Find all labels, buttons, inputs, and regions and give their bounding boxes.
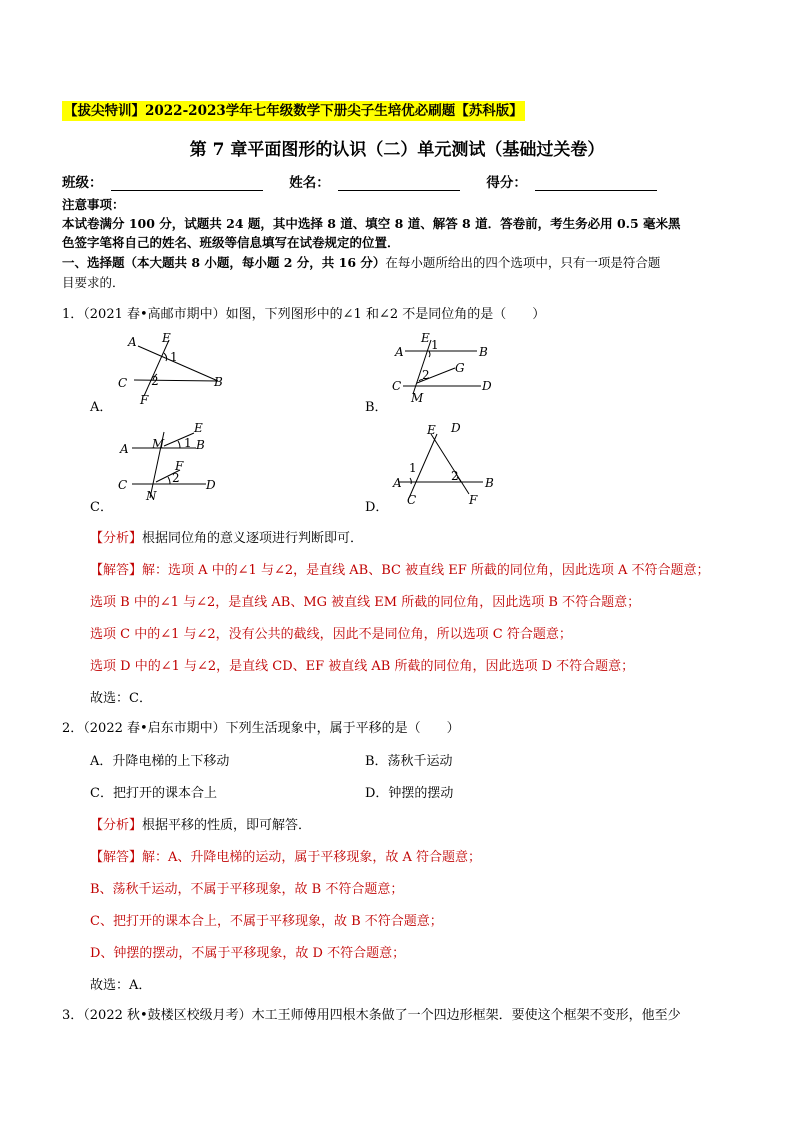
info-fields — [62, 171, 657, 191]
fig-a-label-1: 1 — [170, 350, 178, 364]
q2-answer-tag: 【解答】 — [90, 850, 143, 865]
q1-answer — [90, 559, 710, 578]
q2-answer-line-4: D、钟摆的摆动，不属于平移现象，故 D 不符合题意； — [90, 946, 406, 961]
q2-analysis-text: 根据平移的性质，即可解答． — [142, 818, 312, 833]
fig-c-label-a: A — [120, 442, 129, 456]
q2-answer-line-3: C、把打开的课本合上，不属于平移现象，故 B 不符合题意； — [90, 914, 443, 929]
fig-c-label-2: 2 — [172, 471, 180, 485]
q2-stem: 2．（2022 春•启东市期中）下列生活现象中，属于平移的是（ ） — [62, 721, 460, 736]
fig-c-label-d: D — [206, 478, 216, 492]
section-1-bold: 一、选择题（本大题共 8 小题，每小题 2 分，共 16 分） — [62, 255, 386, 270]
fig-a-label-a: A — [128, 335, 137, 349]
q1-answer-line-4: 选项 D 中的∠1 与∠2，是直线 CD、EF 被直线 AB 所截的同位角，因此选项 D 不符合题意； — [90, 659, 635, 674]
section-1-line-2: 目要求的． — [62, 275, 125, 290]
class-field[interactable] — [111, 176, 263, 191]
q1-stem: 1．（2021 春•高邮市期中）如图，下列图形中的∠1 和∠2 不是同位角的是（ ） — [62, 307, 546, 322]
q1-answer-text: 解：选项 A 中的∠1 与∠2，是直线 AB、BC 被直线 EF 所截的同位角，因此选项 A 不符合题意； — [142, 563, 710, 578]
q1-figure-d — [385, 418, 515, 508]
q2-answer-text: 解：A、升降电梯的运动，属于平移现象，故 A 符合题意； — [142, 850, 482, 865]
name-field[interactable] — [338, 176, 460, 191]
q1-figure-b — [385, 330, 515, 410]
page-title: 第 7 章平面图形的认识（二）单元测试（基础过关卷） — [189, 140, 605, 160]
q1-analysis-text: 根据同位角的意义逐项进行判断即可． — [142, 531, 364, 546]
fig-b-label-d: D — [482, 379, 492, 393]
score-field[interactable] — [535, 176, 657, 191]
fig-b-label-m: M — [411, 391, 424, 405]
class-label: 班级： — [62, 175, 103, 191]
fig-a-label-b: B — [214, 375, 223, 389]
fig-b-label-b: B — [479, 345, 488, 359]
fig-c-label-c: C — [118, 478, 128, 492]
q1-answer-tag: 【解答】 — [90, 563, 143, 578]
section-1-heading — [62, 253, 660, 271]
fig-d-label-1: 1 — [409, 461, 417, 475]
name-label: 姓名： — [289, 175, 330, 191]
q1-analysis-tag: 【分析】 — [90, 531, 143, 546]
fig-c-label-m: M — [152, 437, 165, 451]
section-1-rest: 在每小题所给出的四个选项中，只有一项是符合题 — [385, 255, 661, 270]
fig-c-label-n: N — [146, 489, 157, 503]
q1-option-a-label: A． — [90, 400, 113, 415]
fig-d-label-f: F — [469, 493, 478, 507]
series-banner: 【拔尖特训】2022-2023学年七年级数学下册尖子生培优必刷题【苏科版】 — [64, 103, 523, 119]
q3-stem: 3．（2022 秋•鼓楼区校级月考）木工王师傅用四根木条做了一个四边形框架．要使这个框架不变形，他至少 — [62, 1008, 681, 1023]
fig-b-label-1: 1 — [431, 338, 439, 352]
fig-b-label-a: A — [395, 345, 404, 359]
fig-b-label-2: 2 — [422, 368, 430, 382]
fig-d-label-b: B — [485, 476, 494, 490]
q1-option-b-label: B． — [365, 400, 388, 415]
fig-d-label-2: 2 — [451, 469, 459, 483]
notes-heading: 注意事项： — [62, 197, 125, 212]
q2-option-b[interactable]: B．荡秋千运动 — [365, 754, 453, 769]
fig-c-label-e: E — [194, 421, 203, 435]
q1-answer-line-3: 选项 C 中的∠1 与∠2，没有公共的截线，因此不是同位角，所以选项 C 符合题意； — [90, 627, 572, 642]
q2-choose: 故选：A． — [90, 978, 152, 993]
fig-d-label-d: D — [451, 421, 461, 435]
fig-b-label-g: G — [455, 361, 465, 375]
q2-option-c[interactable]: C．把打开的课本合上 — [90, 786, 217, 801]
q2-answer — [90, 846, 481, 865]
score-label: 得分： — [486, 175, 527, 191]
q2-answer-line-2: B、荡秋千运动，不属于平移现象，故 B 不符合题意； — [90, 882, 404, 897]
fig-a-label-2: 2 — [151, 374, 159, 388]
q1-figure-c — [110, 418, 240, 508]
q1-answer-line-2: 选项 B 中的∠1 与∠2，是直线 AB、MG 被直线 EM 所截的同位角，因此选项 B 不符合题意； — [90, 595, 641, 610]
q1-figure-a — [110, 330, 240, 410]
fig-d-label-c: C — [407, 493, 417, 507]
fig-d-label-e: E — [427, 423, 436, 437]
fig-b-label-c: C — [392, 379, 402, 393]
q2-option-a[interactable]: A．升降电梯的上下移动 — [90, 754, 230, 769]
q2-analysis — [90, 814, 311, 833]
q2-analysis-tag: 【分析】 — [90, 818, 143, 833]
q1-analysis — [90, 527, 363, 546]
fig-b-label-e: E — [421, 331, 430, 345]
fig-a-label-c: C — [118, 376, 128, 390]
q2-option-d[interactable]: D．钟摆的摆动 — [365, 786, 454, 801]
notes-line-2: 色签字笔将自己的姓名、班级等信息填写在试卷规定的位置． — [62, 235, 400, 250]
fig-c-label-f: F — [175, 459, 184, 473]
fig-c-label-1: 1 — [184, 436, 192, 450]
q1-option-d-label: D． — [365, 500, 389, 515]
notes-line-1: 本试卷满分 100 分，试题共 24 题，其中选择 8 道、填空 8 道、解答 8 道．答卷前，考生务必用 0.5 毫米黑 — [62, 216, 681, 231]
q1-choose: 故选：C． — [90, 691, 152, 706]
fig-c-label-b: B — [196, 438, 205, 452]
fig-a-label-e: E — [162, 331, 171, 345]
fig-d-label-a: A — [393, 476, 402, 490]
q1-option-c-label: C． — [90, 500, 113, 515]
fig-a-label-f: F — [140, 393, 149, 407]
